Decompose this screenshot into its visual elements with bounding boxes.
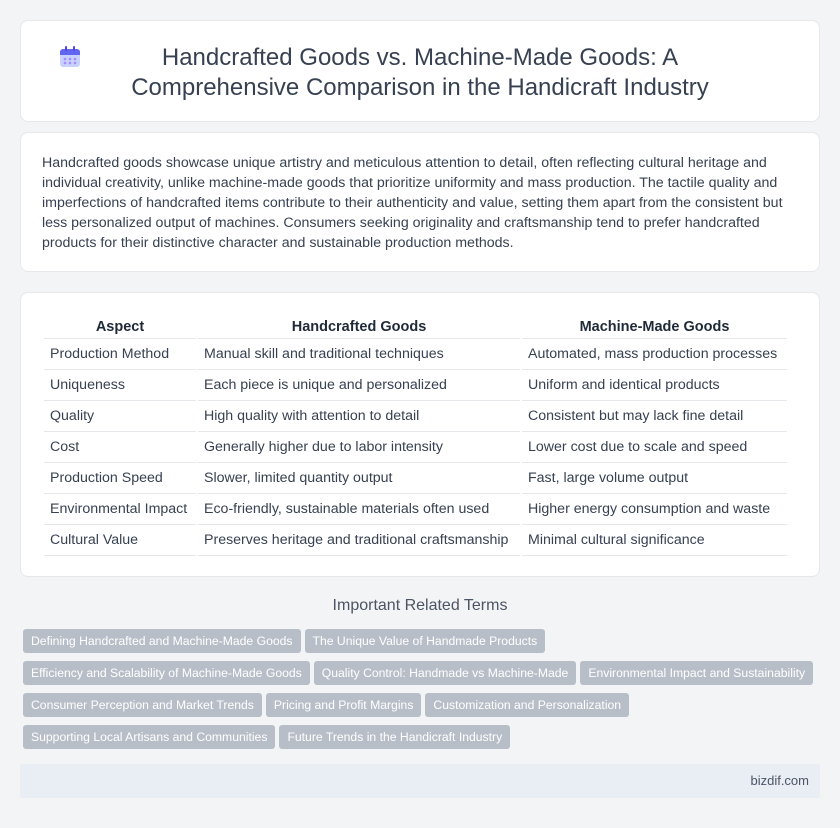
table-row [44,463,787,494]
table-row [44,494,787,525]
intro-text: Handcrafted goods showcase unique artistry and meticulous attention to detail, often reflecting cultural heritage and individual creativity, unlike machine-made goods that prioritize uniformity and mass production. The tactile quality and imperfections of handcrafted items contribute to their authenticity and value, setting them apart from the consistent but less personalized output of machines. Consumers seeking originality and craftsmanship tend to prefer handcrafted products for their distinctive character and sustainable production methods. [42,155,783,251]
related-term-tag[interactable]: Customization and Personalization [425,693,629,717]
comparison-table-card [20,292,820,577]
table-cell: Preserves heritage and traditional craftsmanship [198,525,520,556]
table-cell: Automated, mass production processes [522,338,787,370]
table-cell: Manual skill and traditional techniques [198,338,520,370]
table-cell: Quality [44,401,196,432]
table-header-row [44,315,787,338]
table-row [44,370,787,401]
table-cell: Lower cost due to scale and speed [522,432,787,463]
related-term-tag[interactable]: Consumer Perception and Market Trends [23,693,262,717]
related-term-tag[interactable]: The Unique Value of Handmade Products [305,629,546,653]
related-term-tag[interactable]: Supporting Local Artisans and Communities [23,725,275,749]
table-cell: Higher energy consumption and waste [522,494,787,525]
table-cell: Cost [44,432,196,463]
table-cell: Cultural Value [44,525,196,556]
table-cell: Production Method [44,338,196,370]
table-row [44,432,787,463]
related-term-tag[interactable]: Defining Handcrafted and Machine-Made Goods [23,629,301,653]
table-cell: Production Speed [44,463,196,494]
related-term-tag[interactable]: Quality Control: Handmade vs Machine-Made [314,661,577,685]
table-cell: High quality with attention to detail [198,401,520,432]
table-cell: Uniform and identical products [522,370,787,401]
table-cell: Minimal cultural significance [522,525,787,556]
footer [20,764,820,798]
footer-site-link[interactable]: bizdif.com [750,773,809,788]
table-row [44,338,787,370]
page-title: Handcrafted Goods vs. Machine-Made Goods: A Comprehensive Comparison in the Handicraft Industry [131,44,709,101]
column-header-handcrafted: Handcrafted Goods [291,319,427,335]
table-cell: Generally higher due to labor intensity [198,432,520,463]
comparison-table [42,315,789,556]
related-term-tag[interactable]: Environmental Impact and Sustainability [580,661,813,685]
related-terms-heading: Important Related Terms [332,597,508,614]
table-cell: Eco-friendly, sustainable materials often used [198,494,520,525]
table-cell: Slower, limited quantity output [198,463,520,494]
table-cell: Environmental Impact [44,494,196,525]
table-cell: Fast, large volume output [522,463,787,494]
table-row [44,525,787,556]
column-header-machine-made: Machine-Made Goods [579,319,730,335]
table-cell: Consistent but may lack fine detail [522,401,787,432]
column-header-aspect: Aspect [95,319,145,335]
related-term-tag[interactable]: Efficiency and Scalability of Machine-Made Goods [23,661,310,685]
table-cell: Each piece is unique and personalized [198,370,520,401]
table-row [44,401,787,432]
header-card [20,20,820,122]
intro-card [20,132,820,272]
related-term-tag[interactable]: Pricing and Profit Margins [266,693,422,717]
table-cell: Uniqueness [44,370,196,401]
related-terms-tags [23,629,823,757]
related-term-tag[interactable]: Future Trends in the Handicraft Industry [279,725,510,749]
